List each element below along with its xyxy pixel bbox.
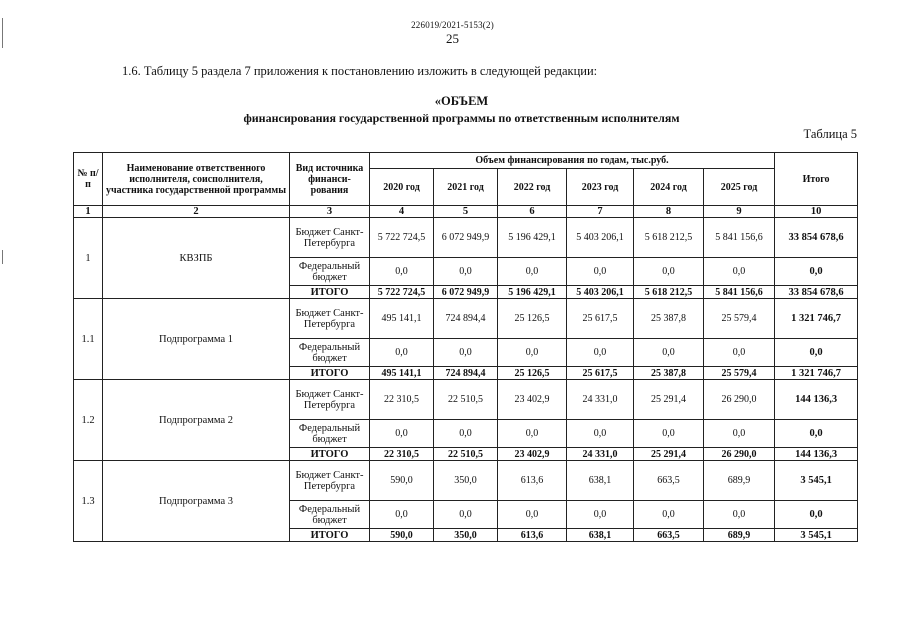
data-row [74, 461, 858, 501]
year-value: 22 510,5 [434, 448, 498, 461]
column-index: 5 [434, 206, 498, 218]
table-title-sub: финансирования государственной программы по ответственным исполнителям [243, 111, 680, 125]
column-index: 10 [775, 206, 858, 218]
year-value: 0,0 [634, 339, 704, 367]
year-value: 638,1 [567, 529, 634, 542]
year-value: 495 141,1 [370, 299, 434, 339]
executor-name: Подпрограмма 1 [103, 299, 290, 380]
data-row [74, 299, 858, 339]
year-value: 663,5 [634, 529, 704, 542]
year-value: 5 618 212,5 [634, 218, 704, 258]
header-total: Итого [775, 153, 858, 206]
column-index: 3 [290, 206, 370, 218]
executor-name: Подпрограмма 3 [103, 461, 290, 542]
header-name: Наименование ответственного исполнителя, соисполнителя, участника государственной программы [103, 153, 290, 206]
year-value: 0,0 [567, 501, 634, 529]
year-value: 0,0 [498, 258, 567, 286]
data-row [74, 380, 858, 420]
funding-source: Федеральный бюджет [290, 339, 370, 367]
executor-name: Подпрограмма 2 [103, 380, 290, 461]
column-index: 6 [498, 206, 567, 218]
year-value: 613,6 [498, 529, 567, 542]
row-total: 144 136,3 [775, 448, 858, 461]
year-value: 22 510,5 [434, 380, 498, 420]
table-title-main: «ОБЪЕМ [434, 94, 489, 108]
year-value: 24 331,0 [567, 380, 634, 420]
row-number: 1.2 [74, 380, 103, 461]
header-volume: Объем финансирования по годам, тыс.руб. [370, 153, 775, 169]
year-value: 25 387,8 [634, 367, 704, 380]
header-source: Вид источника финанси- рования [290, 153, 370, 206]
year-value: 23 402,9 [498, 448, 567, 461]
financing-table [73, 152, 858, 542]
year-value: 25 579,4 [704, 299, 775, 339]
column-index: 4 [370, 206, 434, 218]
year-value: 25 387,8 [634, 299, 704, 339]
year-value: 350,0 [434, 529, 498, 542]
year-value: 5 618 212,5 [634, 286, 704, 299]
funding-source: Федеральный бюджет [290, 420, 370, 448]
year-value: 663,5 [634, 461, 704, 501]
year-value: 25 126,5 [498, 299, 567, 339]
year-value: 22 310,5 [370, 380, 434, 420]
year-value: 0,0 [567, 339, 634, 367]
year-value: 22 310,5 [370, 448, 434, 461]
document-number: 226019/2021-5153(2) [411, 20, 494, 30]
year-value: 6 072 949,9 [434, 218, 498, 258]
year-value: 0,0 [434, 420, 498, 448]
year-value: 23 402,9 [498, 380, 567, 420]
funding-source: Бюджет Санкт-Петербурга [290, 218, 370, 258]
year-value: 638,1 [567, 461, 634, 501]
year-value: 0,0 [704, 501, 775, 529]
funding-source: Федеральный бюджет [290, 501, 370, 529]
year-value: 26 290,0 [704, 380, 775, 420]
funding-source: ИТОГО [290, 367, 370, 380]
year-value: 724 894,4 [434, 299, 498, 339]
funding-source: Бюджет Санкт-Петербурга [290, 299, 370, 339]
row-total: 1 321 746,7 [775, 367, 858, 380]
year-value: 0,0 [704, 420, 775, 448]
year-value: 590,0 [370, 529, 434, 542]
row-total: 3 545,1 [775, 461, 858, 501]
header-year: 2020 год [370, 169, 434, 206]
header-year: 2024 год [634, 169, 704, 206]
year-value: 590,0 [370, 461, 434, 501]
funding-source: ИТОГО [290, 286, 370, 299]
year-value: 0,0 [498, 501, 567, 529]
year-value: 0,0 [434, 339, 498, 367]
year-value: 495 141,1 [370, 367, 434, 380]
header-year: 2022 год [498, 169, 567, 206]
column-index-row [74, 206, 858, 218]
year-value: 0,0 [370, 420, 434, 448]
year-value: 689,9 [704, 461, 775, 501]
row-total: 3 545,1 [775, 529, 858, 542]
funding-source: Бюджет Санкт-Петербурга [290, 461, 370, 501]
year-value: 25 579,4 [704, 367, 775, 380]
year-value: 5 196 429,1 [498, 218, 567, 258]
year-value: 25 291,4 [634, 380, 704, 420]
row-number: 1 [74, 218, 103, 299]
year-value: 0,0 [498, 339, 567, 367]
year-value: 26 290,0 [704, 448, 775, 461]
year-value: 0,0 [704, 258, 775, 286]
row-total: 33 854 678,6 [775, 286, 858, 299]
year-value: 0,0 [704, 339, 775, 367]
row-total: 0,0 [775, 258, 858, 286]
executor-name: КВЗПБ [103, 218, 290, 299]
year-value: 6 072 949,9 [434, 286, 498, 299]
row-total: 0,0 [775, 339, 858, 367]
row-total: 0,0 [775, 501, 858, 529]
row-total: 33 854 678,6 [775, 218, 858, 258]
page-number: 25 [446, 31, 459, 46]
header-no: № п/п [74, 153, 103, 206]
row-number: 1.1 [74, 299, 103, 380]
year-value: 24 331,0 [567, 448, 634, 461]
funding-source: Бюджет Санкт-Петербурга [290, 380, 370, 420]
data-row [74, 218, 858, 258]
year-value: 0,0 [370, 339, 434, 367]
funding-source: Федеральный бюджет [290, 258, 370, 286]
year-value: 0,0 [567, 420, 634, 448]
year-value: 689,9 [704, 529, 775, 542]
year-value: 0,0 [634, 258, 704, 286]
scan-margin-line [2, 250, 3, 264]
year-value: 5 841 156,6 [704, 218, 775, 258]
column-index: 2 [103, 206, 290, 218]
header-year: 2025 год [704, 169, 775, 206]
column-index: 1 [74, 206, 103, 218]
year-value: 5 722 724,5 [370, 218, 434, 258]
header-year: 2023 год [567, 169, 634, 206]
year-value: 0,0 [567, 258, 634, 286]
row-total: 144 136,3 [775, 380, 858, 420]
year-value: 25 291,4 [634, 448, 704, 461]
column-index: 7 [567, 206, 634, 218]
year-value: 5 403 206,1 [567, 286, 634, 299]
year-value: 0,0 [370, 258, 434, 286]
year-value: 25 126,5 [498, 367, 567, 380]
header-year: 2021 год [434, 169, 498, 206]
year-value: 724 894,4 [434, 367, 498, 380]
funding-source: ИТОГО [290, 448, 370, 461]
year-value: 5 196 429,1 [498, 286, 567, 299]
year-value: 5 403 206,1 [567, 218, 634, 258]
year-value: 25 617,5 [567, 299, 634, 339]
table-label: Таблица 5 [803, 127, 857, 141]
row-total: 0,0 [775, 420, 858, 448]
funding-source: ИТОГО [290, 529, 370, 542]
year-value: 0,0 [634, 420, 704, 448]
column-index: 9 [704, 206, 775, 218]
year-value: 0,0 [434, 258, 498, 286]
row-total: 1 321 746,7 [775, 299, 858, 339]
year-value: 0,0 [434, 501, 498, 529]
year-value: 25 617,5 [567, 367, 634, 380]
intro-paragraph: 1.6. Таблицу 5 раздела 7 приложения к постановлению изложить в следующей редакции: [122, 64, 598, 78]
year-value: 0,0 [634, 501, 704, 529]
year-value: 0,0 [370, 501, 434, 529]
year-value: 0,0 [498, 420, 567, 448]
year-value: 5 722 724,5 [370, 286, 434, 299]
row-number: 1.3 [74, 461, 103, 542]
year-value: 5 841 156,6 [704, 286, 775, 299]
year-value: 350,0 [434, 461, 498, 501]
year-value: 613,6 [498, 461, 567, 501]
column-index: 8 [634, 206, 704, 218]
